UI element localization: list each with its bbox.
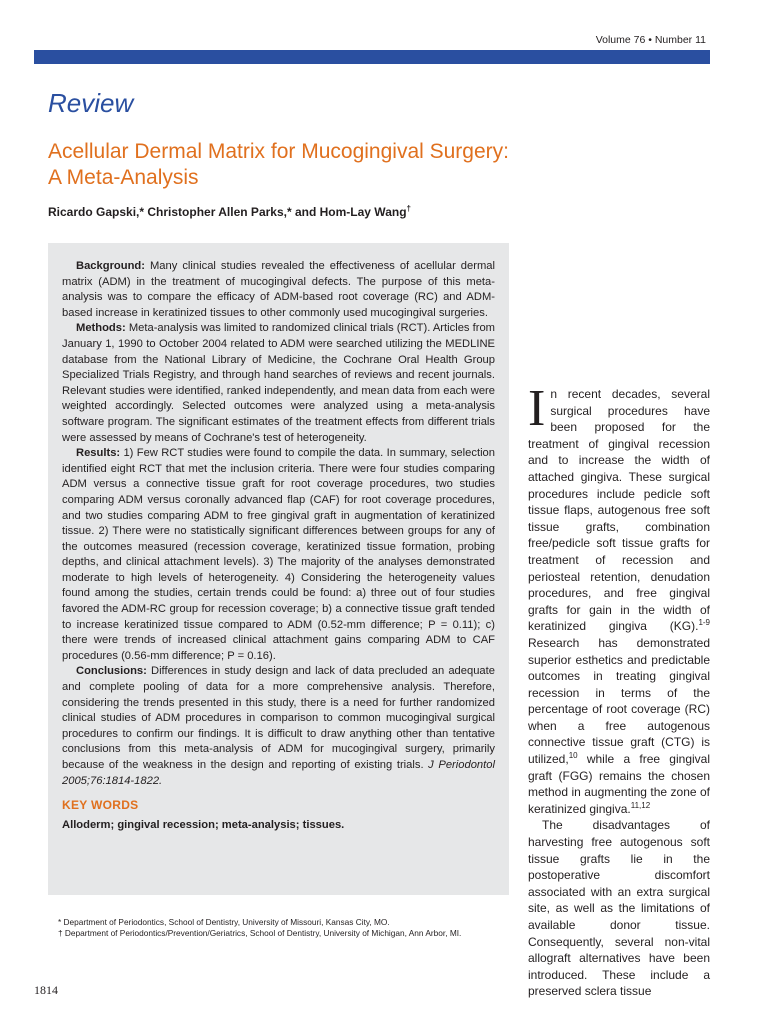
body-paragraph-1 xyxy=(528,380,710,817)
body-text-1c: while a free gingival graft (FGG) remains the chosen method in augmenting the zone of keratinized gingiva. xyxy=(528,752,710,816)
header-bar xyxy=(34,50,710,64)
body-text xyxy=(528,380,710,1000)
conclusions-label: Conclusions: xyxy=(76,665,147,678)
ref-3: 11,12 xyxy=(630,800,651,810)
author-list xyxy=(48,205,411,219)
methods-text: Meta-analysis was limited to randomized clinical trials (RCT). Articles from January 1, 1990 to October 2004 related to ADM were searched utilizing the MEDLINE database from the National Library of Medicine, the Cochrane Oral Health Group Specialized Trials Registry, and through hand searches of reviews and recent journals. Relevant studies were identified, ranked independently, and mean data from each were weighted accordingly. Selected outcomes were analyzed using a meta-analysis software program. The significant estimates of the treatment effects from different trials were assessed by means of Cochrane's test of heterogeneity. xyxy=(62,322,496,444)
footnote-1: * Department of Periodontics, School of Dentistry, University of Missouri, Kansas City, MO. xyxy=(58,917,390,927)
keywords-heading: KEY WORDS xyxy=(62,798,139,813)
body-text-1a: n recent decades, several surgical procedures have been proposed for the treatment of gingival recession and to increase the width of attached gingiva. These surgical procedures include pedicle soft tissue flaps, autogenous free soft tissue grafts, combination free/pedicle soft tissue grafts for treatment of recession and periosteal retention, denudation procedures, and free gingival grafts for gain in the width of keratinized gingiva (KG). xyxy=(528,387,710,634)
drop-cap: I xyxy=(528,380,546,437)
journal-citation: J Periodontol 2005;76:1814-1822. xyxy=(62,759,495,787)
volume-number: Volume 76 • Number 11 xyxy=(595,34,706,46)
title-line-1: Acellular Dermal Matrix for Mucogingival Surgery: xyxy=(48,140,509,163)
abstract-conclusions xyxy=(62,664,495,789)
title-line-2: A Meta-Analysis xyxy=(48,166,199,189)
body-text-1b: Research has demonstrated superior esthetics and predictable outcomes in treating gingival recession in terms of the percentage of root coverage (RC) when a free autogenous connective tissue graft (CTG) is utilized, xyxy=(528,635,710,767)
page-number: 1814 xyxy=(34,983,58,997)
footnotes xyxy=(58,917,498,938)
methods-label: Methods: xyxy=(76,322,126,335)
results-label: Results: xyxy=(76,447,121,460)
abstract xyxy=(48,243,509,895)
body-paragraph-2: The disadvantages of harvesting free autogenous soft tissue grafts lie in the postoperative discomfort associated with an extra surgical site, as well as the limitations of available donor tissue. Consequently, several non-vital allograft alternatives have been introduced. These include a preserved sclera tissue xyxy=(528,818,710,999)
article-title xyxy=(48,139,688,191)
background-text: Many clinical studies revealed the effectiveness of acellular dermal matrix (ADM) in the treatment of mucogingival defects. The purpose of this meta-analysis was to compare the efficacy of ADM-based root coverage (RC) and ADM-based increase in keratinized tissues to other commonly used mucogingival surgeries. xyxy=(62,260,495,319)
section-label: Review xyxy=(48,88,134,118)
footnote-2: † Department of Periodontics/Prevention/Geriatrics, School of Dentistry, University of Michigan, Ann Arbor, MI. xyxy=(58,927,462,938)
results-text: 1) Few RCT studies were found to compile the data. In summary, selection identified eight RCT that met the inclusion criteria. There were four studies comparing ADM versus a connective tissue graft for root coverage procedures, two studies comparing ADM versus coronally advanced flap (CAF) for root coverage procedures, and two studies comparing ADM to free gingival graft in augmentation of keratinized tissue. 2) There were no statistically significant differences between groups for any of the outcomes measured (recession coverage, keratinized tissue formation, probing depths, and clinical attachment levels). 3) The majority of the analyses demonstrated moderate to high levels of heterogeneity. 4) Considering the heterogeneity values found among the studies, certain trends could be found: a) three out of four studies favored the ADM-RC group for recession coverage; b) a connective tissue graft tended to increase keratinized tissue compared to ADM (0.52-mm difference; P = 0.11); c) there were trends of increased clinical attachment gains comparing ADM to CAF procedures (0.56-mm difference; P = 0.16). xyxy=(62,447,495,662)
keywords: Alloderm; gingival recession; meta-analysis; tissues. xyxy=(62,818,345,831)
ref-2: 10 xyxy=(568,751,578,761)
conclusions-text: Differences in study design and lack of data precluded an adequate and complete pooling of data for a more comprehensive analysis. Therefore, considering the trends presented in this study, there is a need for further randomized clinical studies of ADM procedures in comparison to common mucogingival surgical procedures to confirm our findings. It is difficult to draw anything other than tentative conclusions from this meta-analysis of ADM for mucogingival surgery, primarily because of the weakness in the design and reporting of existing trials. xyxy=(62,665,495,771)
abstract-results xyxy=(62,446,495,664)
background-label: Background: xyxy=(76,260,145,272)
abstract-methods xyxy=(62,321,495,446)
abstract-background xyxy=(62,259,495,321)
author-mark: † xyxy=(406,204,411,213)
ref-1: 1-9 xyxy=(698,618,710,628)
author-names: Ricardo Gapski,* Christopher Allen Parks,* and Hom-Lay Wang xyxy=(48,205,407,219)
